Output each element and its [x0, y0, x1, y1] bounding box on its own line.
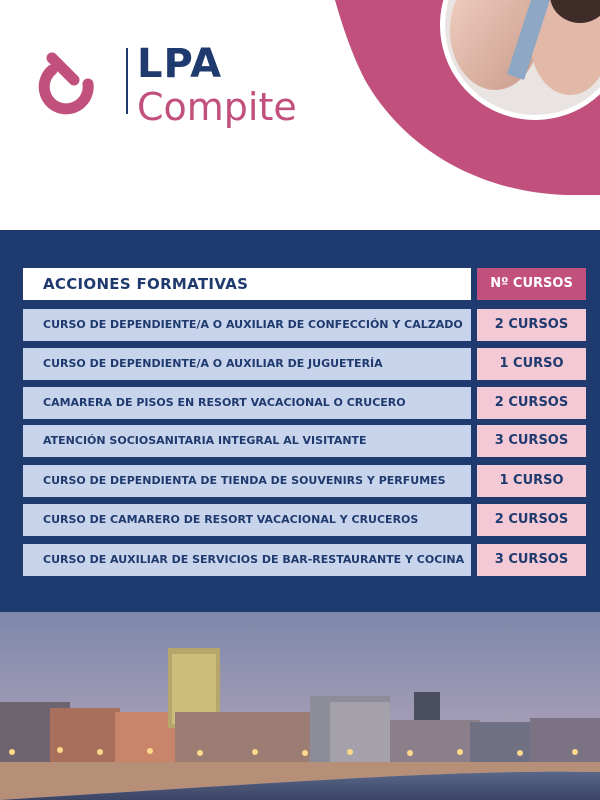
course-count: 2 CURSOS: [477, 504, 586, 536]
course-count: 1 CURSO: [477, 465, 586, 497]
course-count: 2 CURSOS: [477, 309, 586, 341]
logo-text-lpa: LPA: [137, 41, 223, 87]
course-count: 3 CURSOS: [477, 544, 586, 576]
power-symbol-icon: [36, 44, 96, 116]
logo-divider: [126, 48, 128, 114]
table-header-row: [23, 268, 586, 300]
table-row: [23, 544, 586, 576]
course-name: CURSO DE DEPENDIENTA DE TIENDA DE SOUVENIRS Y PERFUMES: [23, 465, 471, 497]
table-row: [23, 465, 586, 497]
course-name: ATENCIÓN SOCIOSANITARIA INTEGRAL AL VISITANTE: [23, 425, 471, 457]
city-skyline-photo: [0, 612, 600, 800]
lpa-compite-logo: [36, 40, 297, 140]
table-row: [23, 309, 586, 341]
table-row: [23, 348, 586, 380]
table-row: [23, 504, 586, 536]
table-row: [23, 425, 586, 457]
course-name: CURSO DE DEPENDIENTE/A O AUXILIAR DE JUGUETERÍA: [23, 348, 471, 380]
courses-table: [0, 230, 600, 612]
course-name: CURSO DE AUXILIAR DE SERVICIOS DE BAR-RESTAURANTE Y COCINA: [23, 544, 471, 576]
decorative-photo-circle: [330, 0, 600, 195]
table-row: [23, 387, 586, 419]
course-name: CURSO DE CAMARERO DE RESORT VACACIONAL Y CRUCEROS: [23, 504, 471, 536]
course-name: CURSO DE DEPENDIENTE/A O AUXILIAR DE CONFECCIÓN Y CALZADO: [23, 309, 471, 341]
header-count-label: Nº CURSOS: [477, 268, 586, 300]
course-count: 1 CURSO: [477, 348, 586, 380]
course-name: CAMARERA DE PISOS EN RESORT VACACIONAL O CRUCERO: [23, 387, 471, 419]
header: [0, 0, 600, 230]
header-actions-label: ACCIONES FORMATIVAS: [23, 268, 471, 300]
course-count: 3 CURSOS: [477, 425, 586, 457]
course-count: 2 CURSOS: [477, 387, 586, 419]
logo-text-compite: Compite: [137, 85, 297, 129]
